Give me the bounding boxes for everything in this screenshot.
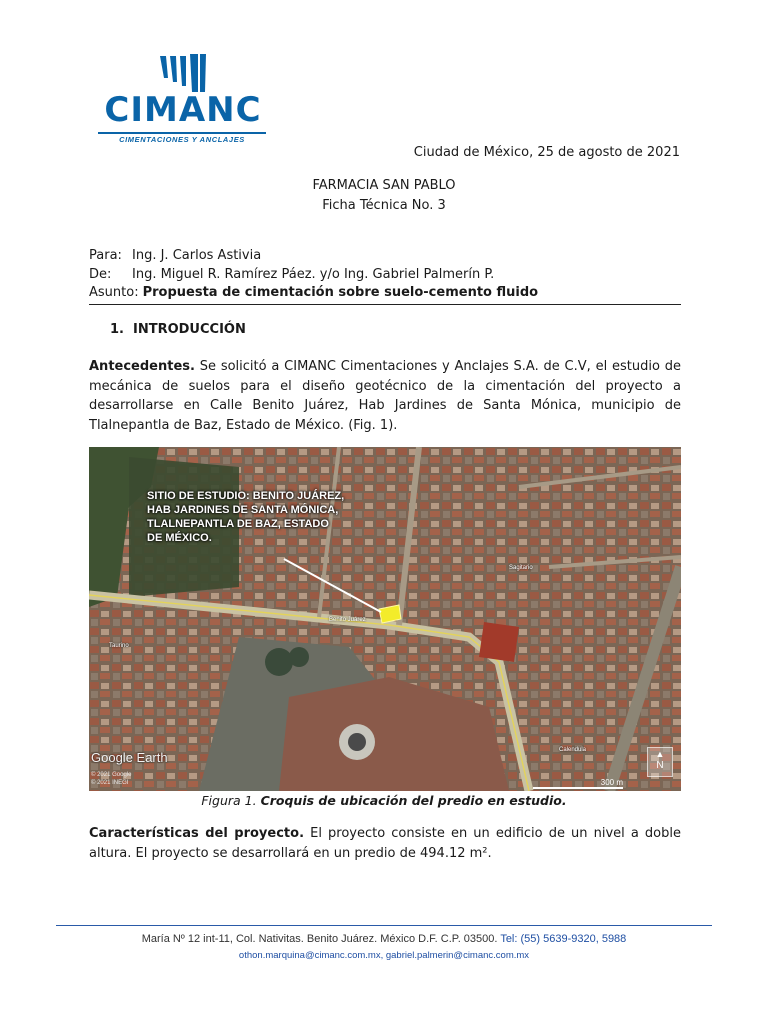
map-street-label: Benito Juárez <box>329 617 366 623</box>
logo-wordmark: CIMANC <box>104 90 262 130</box>
north-arrow-icon: ▲ N <box>647 747 673 777</box>
section-heading <box>110 322 246 337</box>
caracteristicas-heading: Características del proyecto. <box>89 826 305 841</box>
logo-divider <box>98 132 266 134</box>
memo-asunto-key: Asunto: <box>89 285 139 300</box>
map-scale-label: 300 m <box>600 778 623 787</box>
antecedentes-paragraph <box>89 357 681 435</box>
memo-divider <box>89 304 681 305</box>
map-copyright-line: © 2021 INEGI <box>91 780 129 786</box>
figure-caption <box>0 793 768 808</box>
logo-mark-icon <box>98 52 270 92</box>
memo-asunto-value: Propuesta de cimentación sobre suelo-cemento fluido <box>142 285 539 300</box>
section-title: INTRODUCCIÓN <box>133 322 246 337</box>
memo-de-row <box>89 267 494 282</box>
company-logo <box>98 52 270 142</box>
footer-emails: othon.marquina@cimanc.com.mx, gabriel.palmerin@cimanc.com.mx <box>238 950 530 961</box>
map-street-label: Taurino <box>109 643 129 649</box>
document-subtitle: Ficha Técnica No. 3 <box>322 198 446 213</box>
footer-address: María Nº 12 int-11, Col. Nativitas. Benito Juárez. México D.F. C.P. 03500. <box>141 933 498 945</box>
memo-de-value: Ing. Miguel R. Ramírez Páez. y/o Ing. Gabriel Palmerín P. <box>132 267 495 282</box>
document-date: Ciudad de México, 25 de agosto de 2021 <box>413 145 680 160</box>
map-street-label: Sagitario <box>509 565 533 571</box>
antecedentes-body: Se solicitó a CIMANC Cimentaciones y Anclajes S.A. de C.V, el estudio de mecánica de suelos para el diseño geotécnico de la cimentación del proyecto a desarrollarse en Calle Benito Juárez, Hab Jardines de Santa Mónica, municipio de Tlalnepantla de Baz, Estado de México. (Fig. 1). <box>89 359 681 433</box>
antecedentes-heading: Antecedentes. <box>89 359 195 374</box>
memo-para-row <box>89 248 261 263</box>
map-watermark: Google Earth <box>91 750 168 765</box>
map-copyright-line: © 2021 Google <box>91 772 132 778</box>
footer-address-line <box>0 933 768 945</box>
caracteristicas-paragraph <box>89 824 681 863</box>
section-number: 1. <box>110 322 124 337</box>
memo-de-key: De: <box>89 267 112 282</box>
map-copyright <box>91 771 131 787</box>
memo-para-key: Para: <box>89 248 122 263</box>
map-scale-bar <box>533 787 623 789</box>
caption-text: Croquis de ubicación del predio en estudio. <box>260 793 567 808</box>
document-title: FARMACIA SAN PABLO <box>312 178 456 193</box>
footer-phone: Tel: (55) 5639-9320, 5988 <box>500 933 627 945</box>
location-map-image <box>89 447 681 791</box>
footer-divider <box>56 925 712 926</box>
north-label: N <box>656 760 664 771</box>
map-street-label: Calendula <box>559 747 587 753</box>
map-site-label: SITIO DE ESTUDIO: BENITO JUÁREZ, HAB JARDINES DE SANTA MÓNICA, TLALNEPANTLA DE BAZ, ESTADO DE MÉXICO. <box>147 490 345 544</box>
caracteristicas-body: El proyecto consiste en un edificio de un nivel a doble altura. El proyecto se desarrollará en un predio de 494.12 m². <box>89 826 681 861</box>
memo-para-value: Ing. J. Carlos Astivia <box>132 248 262 263</box>
memo-asunto-row <box>89 285 538 300</box>
caption-label: Figura 1. <box>201 793 257 808</box>
logo-tagline: CIMENTACIONES Y ANCLAJES <box>119 135 245 144</box>
